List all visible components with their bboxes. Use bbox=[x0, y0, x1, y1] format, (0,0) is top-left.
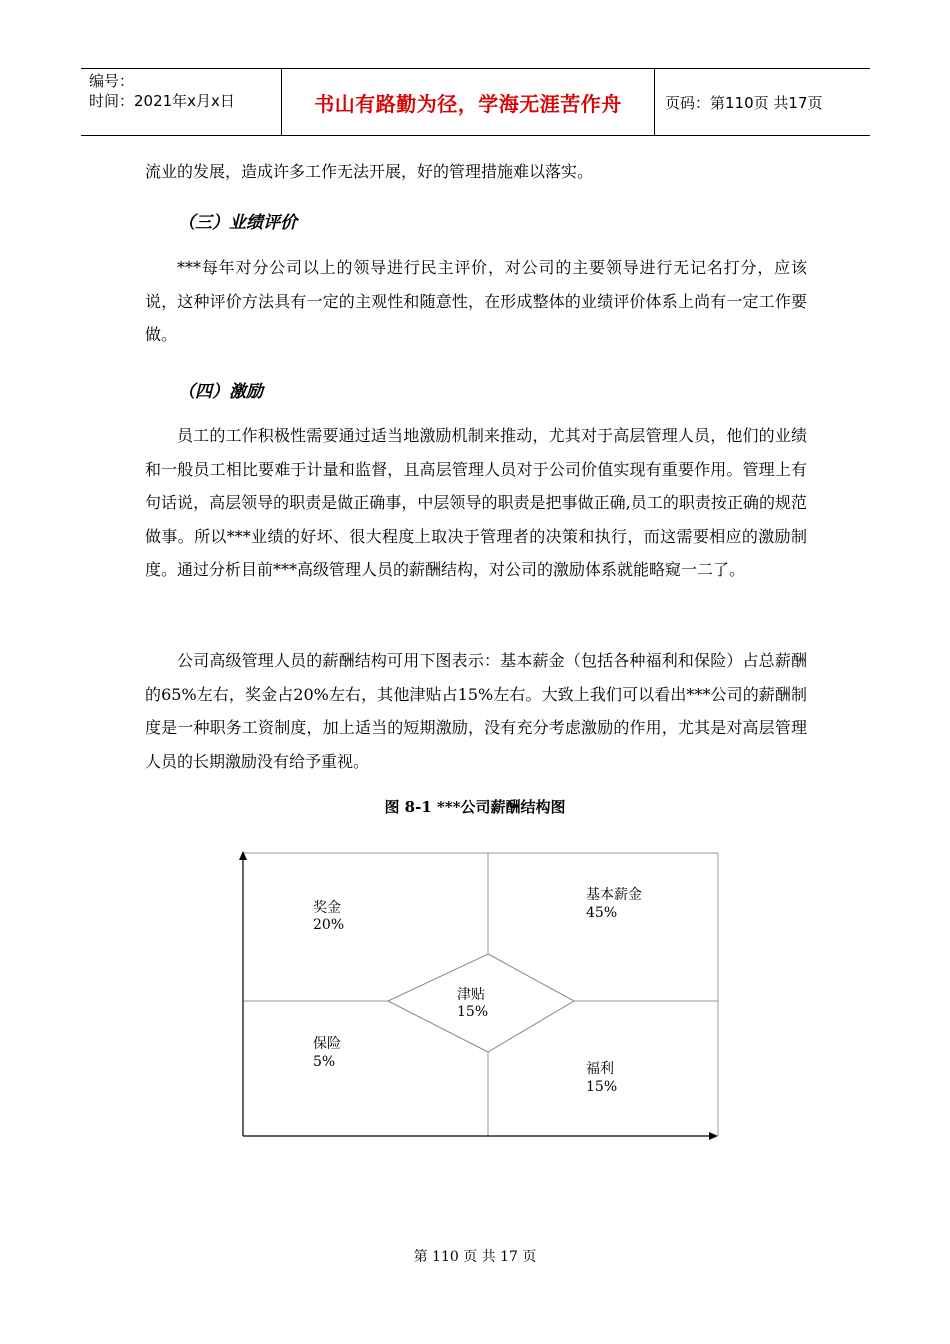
number-label: 编号： bbox=[89, 72, 135, 90]
header-page-info: 页码：第110页 共17页 bbox=[665, 93, 823, 112]
paragraph-performance: ***每年对分公司以上的领导进行民主评价，对公司的主要领导进行无记名打分，应该说，这种评价方法具有一定的主观性和随意性，在形成整体的业绩评价体系上尚有一定工作要做。 bbox=[145, 258, 807, 344]
label-allowance-name: 津贴 bbox=[457, 987, 485, 1003]
label-base-salary-name: 基本薪金 bbox=[586, 887, 642, 903]
label-insurance-value: 5% bbox=[313, 1054, 336, 1070]
y-axis-arrow-icon bbox=[239, 851, 247, 860]
paragraph-continued: 流业的发展，造成许多工作无法开展，好的管理措施难以落实。 bbox=[145, 162, 594, 181]
label-welfare-value: 15% bbox=[586, 1079, 618, 1095]
label-insurance-name: 保险 bbox=[313, 1036, 341, 1052]
x-axis-arrow-icon bbox=[709, 1132, 718, 1140]
label-base-salary-value: 45% bbox=[586, 905, 618, 921]
figure-title: 图 8-1 ***公司薪酬结构图 bbox=[384, 798, 566, 816]
header-motto: 书山有路勤为径，学海无涯苦作舟 bbox=[314, 91, 622, 116]
paragraph-salary-structure: 公司高级管理人员的薪酬结构可用下图表示：基本薪金（包括各种福利和保险）占总薪酬的65%左右，奖金占20%左右，其他津贴占15%左右。大致上我们可以看出***公司的薪酬制度是一种职务工资制度，加上适当的短期激励，没有充分考虑激励的作用，尤其是对高层管理人员的长期激励没有给予重视。 bbox=[145, 651, 807, 771]
paragraph-incentive: 员工的工作积极性需要通过适当地激励机制来推动，尤其对于高层管理人员，他们的业绩和一般员工相比要难于计量和监督，且高层管理人员对于公司价值实现有重要作用。管理上有句话说，高层领导的职责是做正确事，中层领导的职责是把事做正确,员工的职责按正确的规范做事。所以***业绩的好坏、很大程度上取决于管理者的决策和执行，而这需要相应的激励制度。通过分析目前***高级管理人员的薪酬结构，对公司的激励体系就能略窥一二了。 bbox=[145, 426, 807, 579]
label-allowance-value: 15% bbox=[457, 1004, 489, 1020]
center-diamond bbox=[388, 954, 574, 1052]
section-heading-incentive: （四）激励 bbox=[178, 382, 263, 402]
label-welfare-name: 福利 bbox=[586, 1061, 614, 1077]
section-heading-performance: （三）业绩评价 bbox=[178, 213, 297, 233]
label-bonus-value: 20% bbox=[313, 917, 345, 933]
label-bonus-name: 奖金 bbox=[313, 900, 341, 916]
page-footer: 第 110 页 共 17 页 bbox=[413, 1249, 537, 1265]
time-label: 时间：2021年x月x日 bbox=[89, 92, 235, 110]
